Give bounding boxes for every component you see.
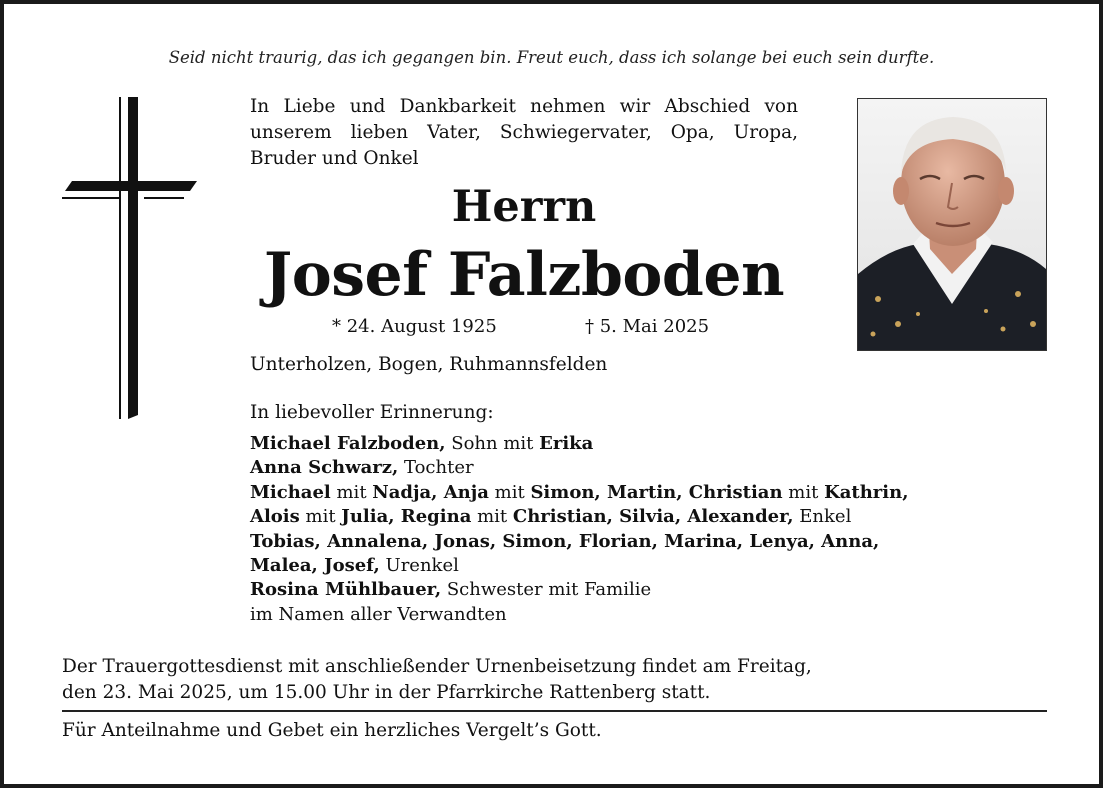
service-info [62, 654, 812, 706]
salutation: Herrn [451, 182, 597, 232]
mourner-line: Tobias, Annalena, Jonas, Simon, Florian, Marina, Lenya, Anna, [250, 530, 880, 552]
cross-icon [62, 97, 202, 427]
birth-date: * 24. August 1925 [332, 316, 497, 337]
mourner-line: Michael mit Nadja, Anja mit Simon, Martin, Christian mit Kathrin, [250, 481, 909, 503]
mourner-line: Anna Schwarz, Tochter [250, 457, 474, 479]
mourner-line: Rosina Mühlbauer, Schwester mit Familie [250, 579, 652, 601]
intro-text: In Liebe und Dankbarkeit nehmen wir Abschied von unserem lieben Vater, Schwiegervater, Opa, Uropa, Bruder und Onkel [250, 96, 798, 169]
mourner-line: Alois mit Julia, Regina mit Christian, Silvia, Alexander, Enkel [250, 506, 852, 528]
service-line: den 23. Mai 2025, um 15.00 Uhr in der Pfarrkirche Rattenberg statt. [62, 682, 711, 703]
mourners-list [250, 432, 1010, 627]
mourner-line: im Namen aller Verwandten [250, 603, 507, 625]
memory-title: In liebevoller Erinnerung: [250, 402, 494, 423]
death-date: † 5. Mai 2025 [585, 316, 710, 337]
mourner-line: Michael Falzboden, Sohn mit Erika [250, 433, 594, 454]
thanks-line: Für Anteilnahme und Gebet ein herzliches Vergelt’s Gott. [62, 720, 602, 741]
portrait-photo [857, 98, 1047, 351]
motto: Seid nicht traurig, das ich gegangen bin. Freut euch, dass ich solange bei euch sein durfte. [168, 48, 935, 67]
mourner-line: Malea, Josef, Urenkel [250, 555, 459, 577]
service-line: Der Trauergottesdienst mit anschließender Urnenbeisetzung findet am Freitag, [62, 656, 812, 677]
deceased-name: Josef Falzboden [263, 240, 785, 310]
divider [62, 710, 1047, 712]
places: Unterholzen, Bogen, Ruhmannsfelden [250, 354, 608, 375]
